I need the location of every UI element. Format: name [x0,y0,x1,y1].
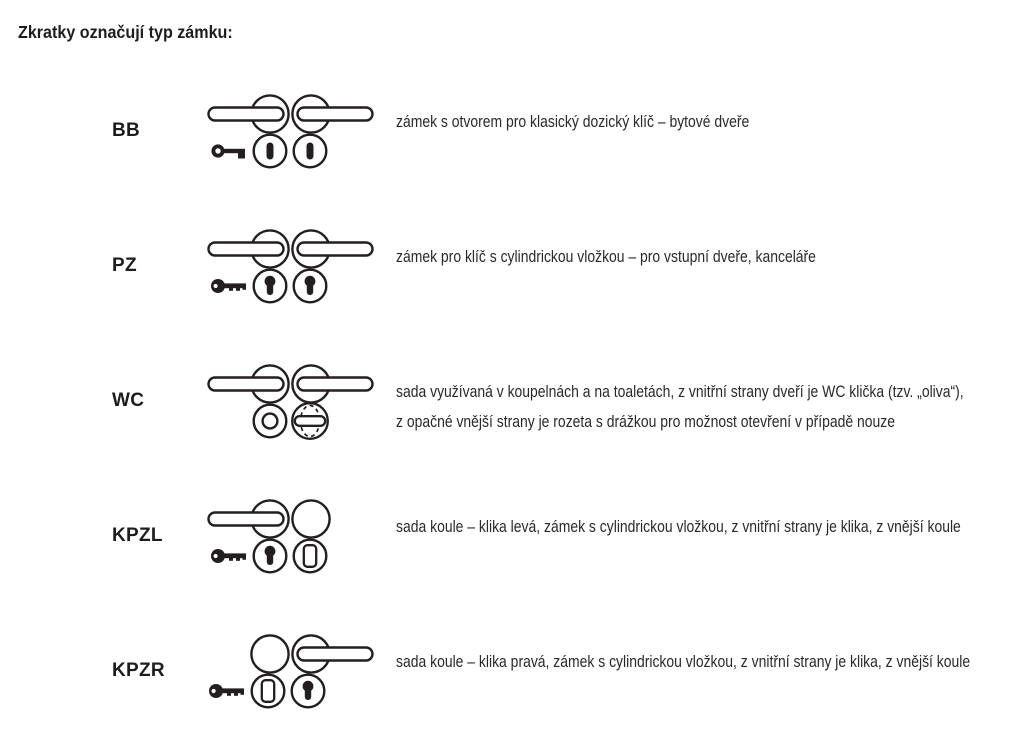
lock-description-wc [396,377,964,437]
lever-handle-right-icon [290,633,374,675]
classic-keyhole-rosette-icon [292,133,328,169]
lock-type-row-bb [0,90,1011,200]
cylinder-key-icon [210,546,250,566]
description-line: z opačné vnější strany je rozeta s drážkou pro možnost otevření v případě nouze [396,412,896,431]
classic-keyhole-rosette-icon [252,133,288,169]
cylinder-keyhole-rosette-icon [252,538,288,574]
lever-handle-left-icon [207,363,291,405]
lock-code-kpzr: KPZR [112,660,165,681]
page-title: Zkratky označují typ zámku: [18,22,233,42]
lock-description-kpzr [396,647,970,677]
description-line: sada koule – klika pravá, zámek s cylindrickou vložkou, z vnitřní strany je klika, z vnější koule [396,652,971,671]
lock-code-wc: WC [112,390,145,411]
lock-type-row-wc [0,360,1011,470]
classic-bit-key-icon [210,139,250,163]
door-knob-icon [290,498,332,540]
blind-rosette-icon [292,538,328,574]
groove-rosette-icon [252,403,288,439]
lock-type-row-kpzr [0,630,1011,732]
wc-turn-knob-icon [290,401,330,441]
description-line: zámek pro klíč s cylindrickou vložkou – pro vstupní dveře, kanceláře [396,247,816,266]
lock-code-bb: BB [112,120,141,141]
cylinder-keyhole-rosette-icon [292,268,328,304]
description-line: zámek s otvorem pro klasický dozický klíč – bytové dveře [396,112,750,131]
lever-handle-right-icon [290,363,374,405]
description-line: sada koule – klika levá, zámek s cylindrickou vložkou, z vnitřní strany je klika, z vnější koule [396,517,961,536]
description-line: sada využívaná v koupelnách a na toaletách, z vnitřní strany dveří je WC klička (tzv. „oliva“), [396,382,964,401]
cylinder-key-icon [210,276,250,296]
lock-type-row-kpzl [0,495,1011,605]
lock-code-kpzl: KPZL [112,525,163,546]
cylinder-keyhole-rosette-icon [252,268,288,304]
lock-description-bb [396,107,749,137]
lock-description-kpzl [396,512,961,542]
lever-handle-left-icon [207,93,291,135]
lever-handle-left-icon [207,228,291,270]
lock-type-row-pz [0,225,1011,335]
lock-code-pz: PZ [112,255,137,276]
lever-handle-left-icon [207,498,291,540]
cylinder-keyhole-rosette-icon [290,673,326,709]
door-knob-icon [249,633,291,675]
blind-rosette-icon [250,673,286,709]
lever-handle-right-icon [290,228,374,270]
lock-description-pz [396,242,816,272]
lever-handle-right-icon [290,93,374,135]
cylinder-key-icon [208,681,248,701]
